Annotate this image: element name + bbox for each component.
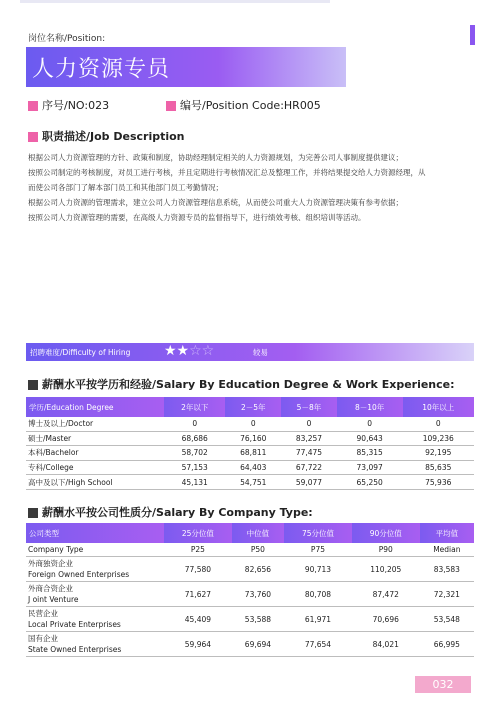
table-row (26, 582, 474, 607)
position-code: 编号/Position Code:HR005 (166, 97, 321, 113)
company-type-cn: 国有企业 (28, 634, 58, 643)
salary-cell: 83,257 (281, 431, 337, 446)
table-row (26, 446, 474, 461)
title-banner (26, 47, 346, 87)
table-row (26, 460, 474, 475)
pink-square-icon (28, 132, 38, 142)
table-row (26, 607, 474, 632)
row-label: 专科/College (26, 460, 164, 475)
page-number: 032 (415, 676, 471, 693)
salary-cell: 66,995 (420, 632, 474, 657)
column-header: 2年以下 (164, 397, 225, 417)
company-type-cell (26, 632, 164, 657)
salary-cell: P90 (352, 543, 420, 557)
row-label: 博士及以上/Doctor (26, 417, 164, 431)
salary-cell: 61,971 (284, 607, 352, 632)
job-description (28, 150, 476, 225)
salary-cell: P25 (164, 543, 232, 557)
pink-square-icon (166, 101, 176, 111)
salary-cell: 68,811 (225, 446, 281, 461)
column-header: 5－8年 (281, 397, 337, 417)
table-row (26, 417, 474, 431)
salary-cell: 82,656 (232, 557, 284, 582)
salary-cell: 58,702 (164, 446, 225, 461)
salary-cell: 92,195 (403, 446, 474, 461)
row-label: 高中及以下/High School (26, 475, 164, 490)
salary-cell: 59,964 (164, 632, 232, 657)
row-label: 硕士/Master (26, 431, 164, 446)
company-type-cn: Company Type (28, 545, 84, 554)
duties-heading: 职责描述/Job Description (28, 128, 185, 144)
company-type-cell (26, 557, 164, 582)
salary-cell: 90,713 (284, 557, 352, 582)
salary-cell: Median (420, 543, 474, 557)
filled-stars: ★★ (164, 343, 190, 359)
empty-stars: ☆☆ (189, 343, 215, 359)
salary-cell: 77,654 (284, 632, 352, 657)
company-type-cell (26, 607, 164, 632)
difficulty-label: 招聘难度/Difficulty of Hiring (30, 348, 131, 357)
difficulty-level: 较易 (253, 348, 268, 357)
salary-cell: 64,403 (225, 460, 281, 475)
column-header: 75分位值 (284, 523, 352, 543)
company-salary-table (26, 523, 474, 657)
salary-cell: P50 (232, 543, 284, 557)
salary-cell: 109,236 (403, 431, 474, 446)
salary-cell: 68,686 (164, 431, 225, 446)
salary-cell: 0 (164, 417, 225, 431)
salary-cell: 72,321 (420, 582, 474, 607)
salary-cell: 84,021 (352, 632, 420, 657)
table-header-row (26, 397, 474, 417)
salary-cell: 75,936 (403, 475, 474, 490)
page-title: 人力资源专员 (32, 57, 171, 82)
company-type-cell (26, 543, 164, 557)
salary-cell: 45,131 (164, 475, 225, 490)
company-heading: 薪酬水平按公司性质分/Salary By Company Type: (28, 504, 313, 520)
top-accent-line (20, 0, 330, 3)
description-line: 根据公司人力资源管理的方针、政策和制度，协助经理制定相关的人力资源规划，为完善公司人事制度提供建议； (28, 153, 403, 162)
table-row (26, 431, 474, 446)
dark-square-icon (28, 508, 38, 518)
salary-cell: 87,472 (352, 582, 420, 607)
table-row (26, 475, 474, 490)
salary-cell: 77,580 (164, 557, 232, 582)
description-line: 根据公司人力资源的管理需求，建立公司人力资源管理信息系统，从而使公司重大人力资源管理决策有参考依据； (28, 198, 403, 207)
table-row (26, 557, 474, 582)
salary-cell: 80,708 (284, 582, 352, 607)
row-label: 本科/Bachelor (26, 446, 164, 461)
star-rating-icon (164, 343, 214, 359)
company-type-cn: 外商合资企业 (28, 584, 73, 593)
column-header: 平均值 (420, 523, 474, 543)
column-header: 10年以上 (403, 397, 474, 417)
column-header: 25分位值 (164, 523, 232, 543)
salary-cell: 0 (281, 417, 337, 431)
salary-cell: 67,722 (281, 460, 337, 475)
salary-cell: 77,475 (281, 446, 337, 461)
corner-accent-bar (470, 25, 475, 45)
salary-cell: 59,077 (281, 475, 337, 490)
salary-cell: 70,696 (352, 607, 420, 632)
salary-cell: 65,250 (337, 475, 403, 490)
salary-cell: 76,160 (225, 431, 281, 446)
dark-square-icon (28, 380, 38, 390)
salary-cell: 73,760 (232, 582, 284, 607)
column-header: 90分位值 (352, 523, 420, 543)
salary-cell: 83,583 (420, 557, 474, 582)
difficulty-bar (26, 343, 474, 361)
column-header: 学历/Education Degree (26, 397, 164, 417)
position-label: 岗位名称/Position: (28, 34, 106, 44)
salary-cell: 69,694 (232, 632, 284, 657)
company-type-en: Local Private Enterprises (28, 620, 121, 629)
salary-cell: 0 (403, 417, 474, 431)
column-header: 公司类型 (26, 523, 164, 543)
company-type-cn: 民营企业 (28, 609, 58, 618)
salary-cell: 53,588 (232, 607, 284, 632)
description-line: 按照公司制定的考核制度，对员工进行考核，并且定期进行考核情况汇总及整理工作，并将结果提交给人力资源经理，从 (28, 168, 426, 177)
description-line: 而使公司各部门了解本部门员工和其他部门员工考勤情况； (28, 183, 223, 192)
salary-cell: 57,153 (164, 460, 225, 475)
pink-square-icon (28, 101, 38, 111)
column-header: 2－5年 (225, 397, 281, 417)
column-header: 中位值 (232, 523, 284, 543)
salary-cell: 110,205 (352, 557, 420, 582)
description-line: 按照公司人力资源管理的需要，在高级人力资源专员的监督指导下，进行绩效考核、组织培训等活动。 (28, 213, 366, 222)
table-row (26, 543, 474, 557)
salary-cell: 53,548 (420, 607, 474, 632)
salary-cell: 45,409 (164, 607, 232, 632)
education-heading: 薪酬水平按学历和经验/Salary By Education Degree & Work Experience: (28, 376, 455, 392)
column-header: 8－10年 (337, 397, 403, 417)
salary-cell: 54,751 (225, 475, 281, 490)
table-header-row (26, 523, 474, 543)
salary-cell: 71,627 (164, 582, 232, 607)
salary-cell: 85,315 (337, 446, 403, 461)
salary-cell: 0 (337, 417, 403, 431)
salary-cell: P75 (284, 543, 352, 557)
company-type-cn: 外商独资企业 (28, 559, 73, 568)
salary-cell: 73,097 (337, 460, 403, 475)
company-type-en: J oint Venture (28, 595, 79, 604)
company-type-en: State Owned Enterprises (28, 645, 122, 654)
education-salary-table (26, 397, 474, 490)
company-type-en: Foreign Owned Enterprises (28, 570, 130, 579)
salary-cell: 90,643 (337, 431, 403, 446)
company-type-cell (26, 582, 164, 607)
salary-cell: 85,635 (403, 460, 474, 475)
salary-cell: 0 (225, 417, 281, 431)
serial-number: 序号/NO:023 (28, 97, 109, 113)
table-row (26, 632, 474, 657)
